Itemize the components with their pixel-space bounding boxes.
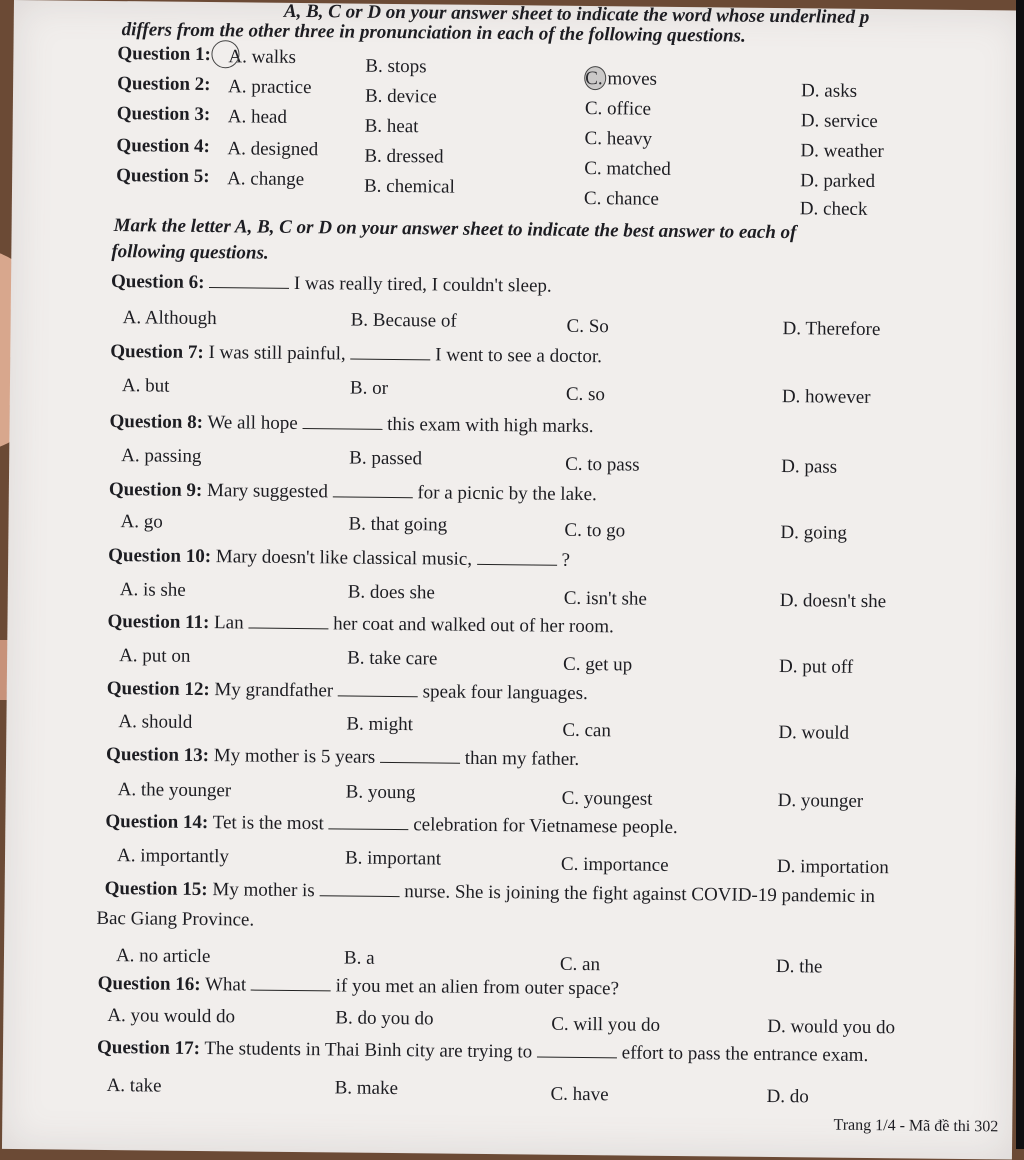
option-a: A. is she	[119, 579, 186, 601]
option-c: C. heavy	[584, 127, 653, 150]
option-a: A. walks	[228, 46, 297, 68]
answer-blank	[333, 482, 413, 498]
option-a: A. Although	[122, 307, 217, 330]
option-a: A. the younger	[117, 779, 232, 802]
option-a: A. take	[106, 1075, 162, 1097]
question-stem	[111, 271, 552, 298]
option-c: C. an	[559, 953, 601, 976]
option-a: A. importantly	[116, 845, 230, 868]
option-c: C. to pass	[565, 453, 640, 476]
question-label: Question 6:	[110, 271, 205, 294]
option-c: C. moves	[585, 67, 658, 90]
option-a: A. should	[118, 711, 193, 733]
option-d: D. service	[800, 110, 878, 133]
question-text-before-blank: What	[200, 974, 252, 996]
question-stem	[107, 611, 614, 638]
option-c: C. isn't she	[563, 587, 647, 610]
question-text-after-blank: if you met an alien from outer space?	[330, 975, 620, 1000]
question-text-before-blank: Lan	[209, 612, 249, 634]
option-a: A. practice	[227, 76, 312, 99]
question-stem	[105, 878, 875, 908]
hand-drawn-circle	[211, 40, 239, 68]
option-b: B. take care	[347, 647, 438, 670]
option-d: D. going	[780, 522, 848, 544]
question-text-after-blank: effort to pass the entrance exam.	[616, 1042, 869, 1067]
option-d: D. pass	[781, 456, 838, 478]
option-b: B. stops	[365, 55, 427, 78]
option-d: D. younger	[777, 790, 864, 812]
option-c: C. will you do	[551, 1013, 661, 1036]
question-label: Question 2:	[117, 73, 211, 96]
option-c: C. office	[584, 97, 652, 120]
question-label: Question 9:	[108, 479, 203, 501]
option-c: C. have	[550, 1083, 609, 1106]
answer-blank	[209, 273, 289, 289]
section1-heading-line2: differs from the other three in pronunciation in each of the following questions.	[121, 19, 746, 47]
option-b: B. might	[346, 713, 414, 736]
option-c: C. get up	[562, 653, 633, 676]
option-d: D. however	[781, 386, 871, 408]
option-b: B. do you do	[335, 1007, 434, 1030]
answer-blank	[477, 550, 557, 566]
question-text-before-blank: The students in Thai Binh city are trying to	[199, 1038, 538, 1063]
question-label: Question 15:	[104, 877, 208, 901]
question-text-after-blank: speak four languages.	[417, 681, 588, 705]
question-label: Question 3:	[116, 103, 211, 126]
question-text-before-blank: My grandfather	[209, 679, 339, 702]
question-text-before-blank: I was still painful,	[203, 342, 351, 365]
option-a: A. change	[227, 168, 305, 191]
answer-blank	[350, 345, 430, 361]
background-edge	[1016, 0, 1024, 1149]
question-text-before-blank: Mary doesn't like classical music,	[211, 546, 477, 570]
option-a: A. go	[120, 511, 163, 533]
question-label: Question 10:	[108, 545, 212, 568]
question-text-before-blank: My mother is	[207, 879, 320, 902]
question-stem	[97, 1037, 868, 1067]
option-d: D. the	[775, 956, 823, 978]
question-stem	[108, 545, 570, 572]
option-c: C. chance	[583, 187, 659, 210]
question-stem	[98, 973, 620, 1000]
option-c: C. matched	[584, 157, 671, 180]
option-a: A. head	[227, 106, 287, 128]
question-stem	[110, 341, 602, 368]
option-b: B. make	[334, 1077, 399, 1100]
option-b: B. does she	[347, 581, 436, 604]
answer-blank	[319, 881, 399, 897]
option-a: A. put on	[119, 645, 191, 667]
answer-blank	[537, 1043, 617, 1059]
option-b: B. important	[344, 847, 442, 870]
section2-heading-line2: following questions.	[111, 241, 269, 264]
question-stem	[109, 479, 597, 506]
question-label: Question 14:	[105, 811, 209, 834]
question-text-after-blank: for a picnic by the lake.	[412, 482, 597, 506]
option-c: C. can	[562, 719, 612, 742]
option-d: D. importation	[776, 856, 889, 879]
question-label: Question 7:	[110, 341, 204, 364]
option-c: C. importance	[560, 853, 669, 876]
option-b: B. or	[349, 377, 389, 399]
question-label: Question 8:	[109, 411, 204, 434]
question-stem	[105, 811, 678, 839]
exam-paper	[2, 0, 1024, 1160]
question-text-line2: Bac Giang Province.	[96, 907, 255, 931]
page-footer: Trang 1/4 - Mã đề thi 302	[833, 1116, 999, 1136]
question-text-before-blank: Mary suggested	[202, 479, 333, 503]
option-c: C. So	[566, 315, 609, 338]
option-c: C. so	[565, 383, 606, 406]
section1-heading-line1: A, B, C or D on your answer sheet to indicate the word whose underlined p	[283, 0, 870, 28]
question-stem	[109, 411, 593, 438]
option-b: B. Because of	[350, 309, 457, 332]
answer-blank	[338, 681, 418, 697]
option-d: D. Therefore	[782, 318, 881, 341]
question-text-after-blank: nurse. She is joining the fight against COVID-19 pandemic in	[399, 881, 876, 908]
question-label: Question 12:	[106, 678, 210, 701]
option-c: C. youngest	[561, 787, 653, 810]
question-text-before-blank: We all hope	[202, 412, 303, 435]
option-a: A. but	[121, 375, 170, 397]
question-label: Question 4:	[116, 135, 211, 158]
option-d: D. do	[766, 1085, 809, 1108]
answer-blank	[248, 613, 328, 629]
hand-drawn-mark	[584, 66, 606, 90]
option-b: B. heat	[364, 115, 419, 138]
option-d: D. parked	[800, 170, 876, 193]
question-label: Question 17:	[96, 1036, 201, 1060]
option-a: A. passing	[121, 445, 202, 467]
question-text-after-blank: her coat and walked out of her room.	[328, 613, 614, 638]
question-text-after-blank: I was really tired, I couldn't sleep.	[289, 272, 552, 297]
question-stem	[106, 744, 579, 771]
question-label: Question 13:	[105, 744, 210, 767]
option-d: D. would you do	[767, 1015, 896, 1039]
question-text-after-blank: celebration for Vietnamese people.	[408, 814, 678, 838]
question-label: Question 11:	[107, 611, 210, 634]
answer-blank	[329, 814, 409, 830]
option-b: B. young	[345, 781, 416, 804]
option-b: B. dressed	[364, 145, 444, 168]
option-b: B. a	[343, 947, 375, 969]
option-d: D. doesn't she	[779, 590, 887, 613]
answer-blank	[251, 976, 331, 992]
option-d: D. put off	[778, 656, 854, 678]
question-text-after-blank: I went to see a doctor.	[430, 344, 603, 368]
option-c: C. to go	[564, 519, 626, 542]
option-d: D. check	[799, 198, 868, 220]
question-text-after-blank: ?	[556, 549, 571, 571]
option-a: A. no article	[115, 945, 211, 968]
option-b: B. device	[364, 85, 437, 108]
question-text-after-blank: than my father.	[459, 747, 580, 770]
option-d: D. weather	[800, 140, 884, 163]
option-d: D. would	[778, 722, 850, 744]
option-a: A. you would do	[107, 1005, 236, 1028]
option-d: D. asks	[800, 80, 858, 102]
question-stem	[107, 678, 588, 705]
question-label: Question 16:	[97, 972, 201, 996]
option-b: B. passed	[349, 447, 423, 470]
section2-heading-line1: Mark the letter A, B, C or D on your answer sheet to indicate the best answer to each of	[113, 215, 797, 244]
option-b: B. chemical	[363, 175, 455, 198]
question-text-after-blank: this exam with high marks.	[382, 413, 594, 438]
option-b: B. that going	[348, 513, 448, 536]
answer-blank	[302, 414, 382, 430]
question-text-before-blank: Tet is the most	[208, 812, 329, 835]
question-label: Question 5:	[116, 165, 210, 188]
question-text-before-blank: My mother is 5 years	[208, 745, 381, 768]
question-label: Question 1:	[117, 43, 211, 66]
option-a: A. designed	[227, 138, 319, 161]
answer-blank	[380, 748, 460, 764]
